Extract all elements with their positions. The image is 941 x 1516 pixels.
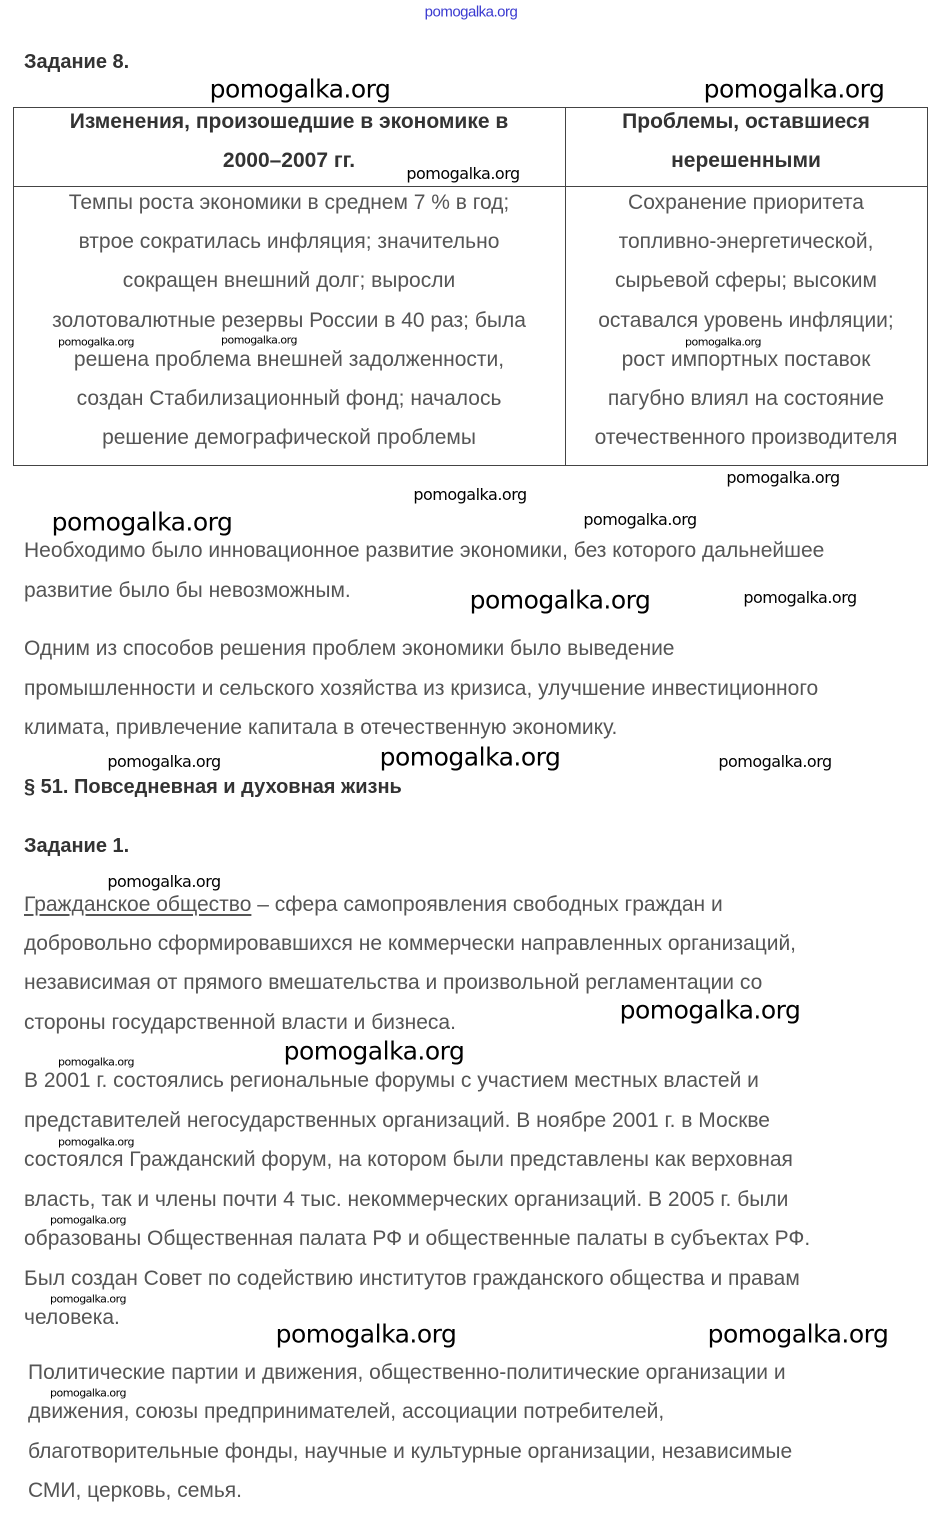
text-line: топливно-энергетической,	[618, 230, 874, 254]
watermark-text: pomogalka.org	[743, 588, 857, 607]
table-header-changes: 2000–2007 гг.	[222, 149, 356, 172]
text-line: образованы Общественная палата РФ и общественные палаты в субъектах РФ.	[24, 1227, 811, 1250]
text-line: отечественного производителя	[594, 426, 898, 450]
watermark-text: pomogalka.org	[424, 3, 518, 21]
text-line: представителей негосударственных организаций. В ноябре 2001 г. в Москве	[24, 1108, 770, 1132]
watermark-text: pomogalka.org	[283, 1036, 465, 1066]
watermark-text: pomogalka.org	[583, 510, 697, 529]
watermark-text: pomogalka.org	[619, 995, 801, 1025]
text-line: независимая от прямого вмешательства и произвольной регламентации со	[24, 971, 763, 995]
text-line: развитие было бы невозможным.	[24, 578, 351, 602]
watermark-text: pomogalka.org	[107, 872, 221, 891]
text-line: сокращен внешний долг; выросли	[122, 269, 456, 293]
watermark-text: pomogalka.org	[50, 1386, 126, 1400]
text-line: стороны государственной власти и бизнеса.	[24, 1010, 456, 1034]
text-line: добровольно сформировавшихся не коммерчески направленных организаций,	[24, 932, 797, 955]
task8-heading: Задание 8.	[24, 51, 130, 73]
watermark-text: pomogalka.org	[703, 74, 885, 104]
watermark-text: pomogalka.org	[379, 742, 561, 772]
table-header-changes: Изменения, произошедшие в экономике в	[69, 110, 509, 133]
watermark-text: pomogalka.org	[469, 585, 651, 615]
text-line: создан Стабилизационный фонд; началось	[76, 387, 502, 410]
watermark-text: pomogalka.org	[275, 1319, 457, 1349]
watermark-text: pomogalka.org	[50, 1292, 126, 1306]
text-line: Одним из способов решения проблем экономики было выведение	[24, 637, 675, 660]
text-line: Необходимо было инновационное развитие экономики, без которого дальнейшее	[24, 539, 825, 562]
term-link[interactable]: Гражданское общество	[24, 893, 252, 916]
text-line: состоялся Гражданский форум, на котором были представлены как верховная	[24, 1148, 793, 1171]
section-51-heading: § 51. Повседневная и духовная жизнь	[24, 776, 402, 798]
watermark-text: pomogalka.org	[58, 1055, 134, 1069]
text-line: пагубно влиял на состояние	[607, 387, 885, 410]
watermark-text: pomogalka.org	[685, 335, 761, 349]
watermark-text: pomogalka.org	[221, 333, 297, 347]
watermark-text: pomogalka.org	[58, 335, 134, 349]
watermark-text: pomogalka.org	[726, 468, 840, 487]
text-line: В 2001 г. состоялись региональные форумы с участием местных властей и	[24, 1069, 759, 1092]
task1-heading: Задание 1.	[24, 835, 130, 857]
text-line: Политические партии и движения, общественно-политические организации и	[28, 1361, 786, 1384]
definition-line	[24, 893, 723, 917]
watermark-text: pomogalka.org	[50, 1213, 126, 1227]
watermark-text: pomogalka.org	[413, 485, 527, 504]
text-line: золотовалютные резервы России в 40 раз; была	[52, 308, 526, 332]
text-line: Был создан Совет по содействию институтов гражданского общества и правам	[24, 1266, 800, 1290]
watermark-text: pomogalka.org	[209, 74, 391, 104]
text-line: решена проблема внешней задолженности,	[73, 347, 505, 371]
watermark-text: pomogalka.org	[707, 1319, 889, 1349]
watermark-text: pomogalka.org	[718, 752, 832, 771]
text-line: промышленности и сельского хозяйства из кризиса, улучшение инвестиционного	[24, 676, 819, 700]
watermark-text: pomogalka.org	[51, 507, 233, 537]
text-line: климата, привлечение капитала в отечественную экономику.	[24, 716, 618, 739]
text-line: втрое сократилась инфляция; значительно	[78, 230, 500, 254]
text-line: человека.	[24, 1306, 120, 1329]
text-line: Сохранение приоритета	[628, 191, 864, 214]
text-line: решение демографической проблемы	[102, 426, 476, 450]
text-line: рост импортных поставок	[621, 347, 871, 371]
table-header-problems: нерешенными	[671, 149, 821, 172]
definition-text: – сфера самопроявления свободных граждан и	[251, 893, 723, 916]
watermark-text: pomogalka.org	[58, 1135, 134, 1149]
text-line: оставался уровень инфляции;	[598, 308, 894, 332]
watermark-text: pomogalka.org	[406, 164, 520, 183]
text-line: Темпы роста экономики в среднем 7 % в год;	[68, 191, 510, 214]
text-line: движения, союзы предпринимателей, ассоциации потребителей,	[28, 1400, 665, 1424]
table-header-problems: Проблемы, оставшиеся	[622, 110, 870, 133]
text-line: СМИ, церковь, семья.	[28, 1478, 242, 1502]
text-line: власть, так и члены почти 4 тыс. некоммерческих организаций. В 2005 г. были	[24, 1187, 789, 1211]
watermark-text: pomogalka.org	[107, 752, 221, 771]
text-line: благотворительные фонды, научные и культурные организации, независимые	[28, 1439, 793, 1463]
table-header-divider	[13, 186, 927, 187]
text-line: сырьевой сферы; высоким	[615, 269, 877, 293]
